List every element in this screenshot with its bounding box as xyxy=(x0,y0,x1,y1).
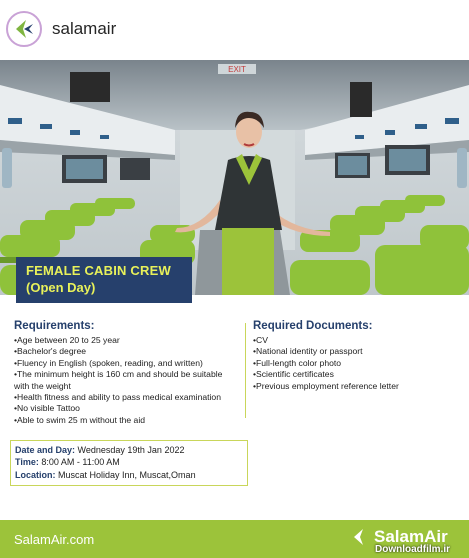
event-time-row xyxy=(15,456,243,468)
requirements-list xyxy=(14,335,239,426)
time-label: Time: xyxy=(15,457,39,468)
documents-heading: Required Documents: xyxy=(253,320,373,332)
list-item: • Scientific certificates xyxy=(253,369,453,380)
list-item: • No visible Tattoo xyxy=(14,403,239,414)
time-value: 8:00 AM - 11:00 AM xyxy=(41,457,120,468)
footer-url[interactable]: SalamAir.com xyxy=(14,532,95,547)
list-item: • The minimum height is 160 cm and should be suitable with the weight xyxy=(14,369,239,392)
exit-sign: EXIT xyxy=(228,65,246,74)
date-value: Wednesday 19th Jan 2022 xyxy=(77,445,185,455)
salamair-logo-icon xyxy=(9,14,39,44)
job-title-box xyxy=(16,257,192,303)
list-item: • Able to swim 25 m without the aid xyxy=(14,415,239,426)
requirements-heading: Requirements: xyxy=(14,320,95,332)
list-item: • Fluency in English (spoken, reading, and written) xyxy=(14,358,239,369)
avatar[interactable] xyxy=(6,11,42,47)
event-date-row xyxy=(15,444,243,456)
location-value: Muscat Holiday Inn, Muscat,Oman xyxy=(58,469,196,480)
event-location-row xyxy=(15,469,243,481)
list-item: • CV xyxy=(253,335,453,346)
list-item: • Full-length color photo xyxy=(253,358,453,369)
list-item: • Age between 20 to 25 year xyxy=(14,335,239,346)
post-header xyxy=(0,0,469,58)
watermark: Downloadfilm.ir xyxy=(375,544,450,555)
account-name[interactable]: salamair xyxy=(52,19,117,38)
date-label: Date and Day: xyxy=(15,445,76,455)
job-title: FEMALE CABIN CREW xyxy=(26,263,171,278)
list-item: • Health fitness and ability to pass medical examination xyxy=(14,392,239,403)
list-item: • Bachelor's degree xyxy=(14,346,239,357)
footer-brand: SalamAir xyxy=(374,527,448,546)
list-item: • National identity or passport xyxy=(253,346,453,357)
documents-list xyxy=(253,335,453,392)
salamair-logo-icon xyxy=(352,528,370,546)
list-item: • Previous employment reference letter xyxy=(253,381,453,392)
job-subtitle: (Open Day) xyxy=(26,280,96,295)
location-label: Location: xyxy=(15,469,56,480)
column-divider xyxy=(245,323,246,418)
event-info-box xyxy=(10,440,248,486)
